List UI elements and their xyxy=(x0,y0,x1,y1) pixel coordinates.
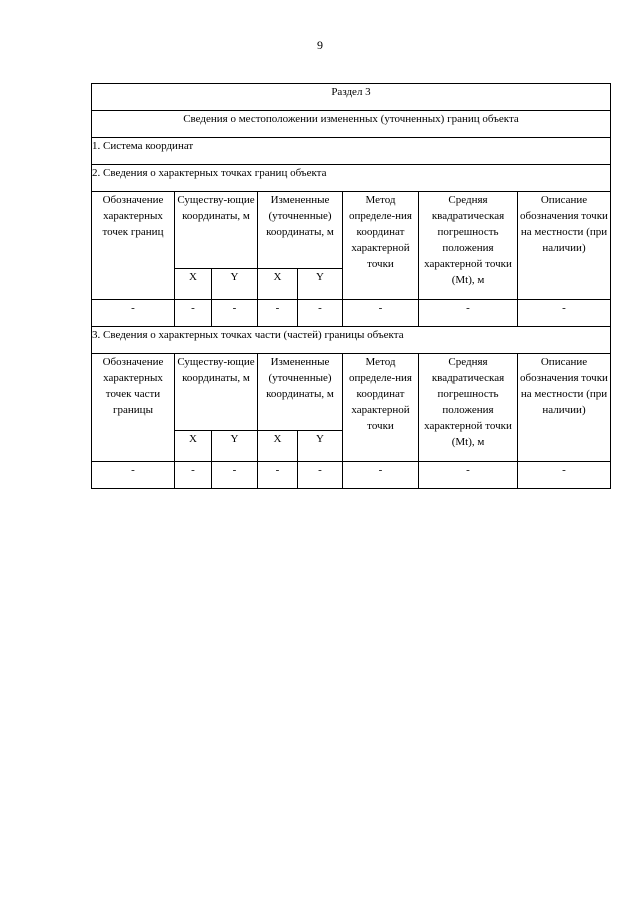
table-cell: - xyxy=(92,300,175,327)
header-existing-coords: Существу-ющие координаты, м xyxy=(175,354,258,431)
section-subtitle: Сведения о местоположении измененных (уточненных) границ объекта xyxy=(92,111,611,138)
table-cell: - xyxy=(92,462,175,489)
table-cell: - xyxy=(175,462,212,489)
table-cell: - xyxy=(419,462,518,489)
header-existing-coords: Существу-ющие координаты, м xyxy=(175,192,258,269)
table-cell: - xyxy=(212,462,258,489)
part-boundary-heading: 3. Сведения о характерных точках части (частей) границы объекта xyxy=(92,327,611,354)
section-title: Раздел 3 xyxy=(92,84,611,111)
table-cell: - xyxy=(419,300,518,327)
header-error: Средняя квадратическая погрешность положения характерной точки (Mt), м xyxy=(419,354,518,462)
header-method: Метод определе-ния координат характерной точки xyxy=(343,354,419,462)
table-cell: - xyxy=(298,300,343,327)
page-number: 9 xyxy=(317,38,323,52)
table-cell: - xyxy=(518,462,611,489)
table-cell: - xyxy=(258,462,298,489)
table-cell: - xyxy=(518,300,611,327)
header-existing-x: X xyxy=(175,269,212,300)
header-changed-coords: Измененные (уточненные) координаты, м xyxy=(258,192,343,269)
table-cell: - xyxy=(343,462,419,489)
header-error: Средняя квадратическая погрешность положения характерной точки (Mt), м xyxy=(419,192,518,300)
table-cell: - xyxy=(175,300,212,327)
header-existing-x: X xyxy=(175,431,212,462)
header-changed-coords: Измененные (уточненные) координаты, м xyxy=(258,354,343,431)
header-point-designation: Обозначение характерных точек границ xyxy=(92,192,175,300)
header-changed-x: X xyxy=(258,431,298,462)
table-cell: - xyxy=(258,300,298,327)
header-changed-y: Y xyxy=(298,431,343,462)
boundary-points-heading: 2. Сведения о характерных точках границ объекта xyxy=(92,165,611,192)
header-method: Метод определе-ния координат характерной точки xyxy=(343,192,419,300)
header-existing-y: Y xyxy=(212,431,258,462)
header-point-designation: Обозначение характерных точек части границы xyxy=(92,354,175,462)
table-cell: - xyxy=(298,462,343,489)
coordinate-system-row: 1. Система координат xyxy=(92,138,611,165)
table-cell: - xyxy=(343,300,419,327)
header-changed-y: Y xyxy=(298,269,343,300)
header-description: Описание обозначения точки на местности (при наличии) xyxy=(518,192,611,300)
coordinates-table xyxy=(91,83,611,489)
header-changed-x: X xyxy=(258,269,298,300)
header-existing-y: Y xyxy=(212,269,258,300)
header-description: Описание обозначения точки на местности (при наличии) xyxy=(518,354,611,462)
table-cell: - xyxy=(212,300,258,327)
